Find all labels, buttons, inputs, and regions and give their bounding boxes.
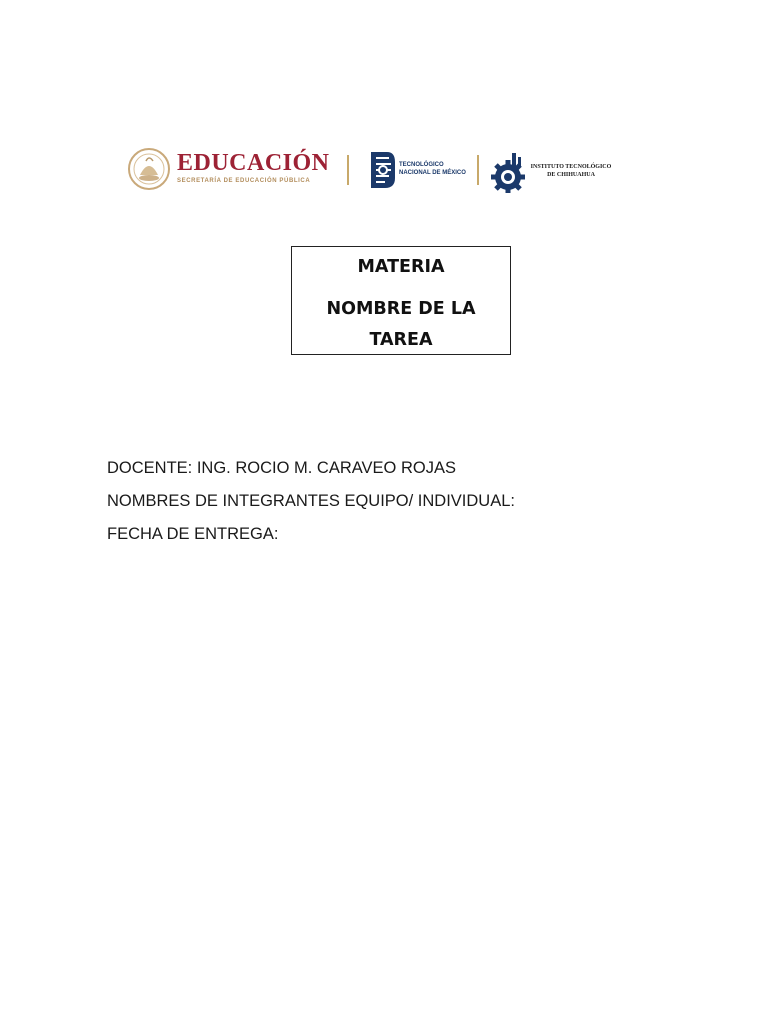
info-section <box>107 457 515 556</box>
itch-line-1: INSTITUTO TECNOLÓGICO <box>530 164 612 170</box>
tecnm-wordmark <box>399 161 466 177</box>
sep-subtitle: SECRETARÍA DE EDUCACIÓN PÚBLICA <box>177 178 311 184</box>
sep-title: EDUCACIÓN <box>177 150 330 176</box>
itch-gear-logo-icon <box>490 149 528 193</box>
logo-header <box>127 143 612 197</box>
logo-divider <box>477 155 479 185</box>
mexico-seal-icon <box>127 147 171 191</box>
itch-wordmark <box>529 163 613 179</box>
tecnm-line-1: TECNOLÓGICO <box>399 162 444 168</box>
teacher-line: DOCENTE: ING. ROCIO M. CARAVEO ROJAS <box>107 459 456 477</box>
subject-title: MATERIA <box>357 257 445 277</box>
itch-line-2: DE CHIHUAHUA <box>547 172 595 178</box>
title-box <box>291 246 511 355</box>
logo-divider <box>347 155 349 185</box>
tecnm-logo-icon <box>367 148 399 192</box>
assignment-title: NOMBRE DE LA TAREA <box>326 299 476 350</box>
due-date-line: FECHA DE ENTREGA: <box>107 525 279 543</box>
tecnm-line-2: NACIONAL DE MÉXICO <box>399 170 466 176</box>
members-line: NOMBRES DE INTEGRANTES EQUIPO/ INDIVIDUAL: <box>107 492 515 510</box>
